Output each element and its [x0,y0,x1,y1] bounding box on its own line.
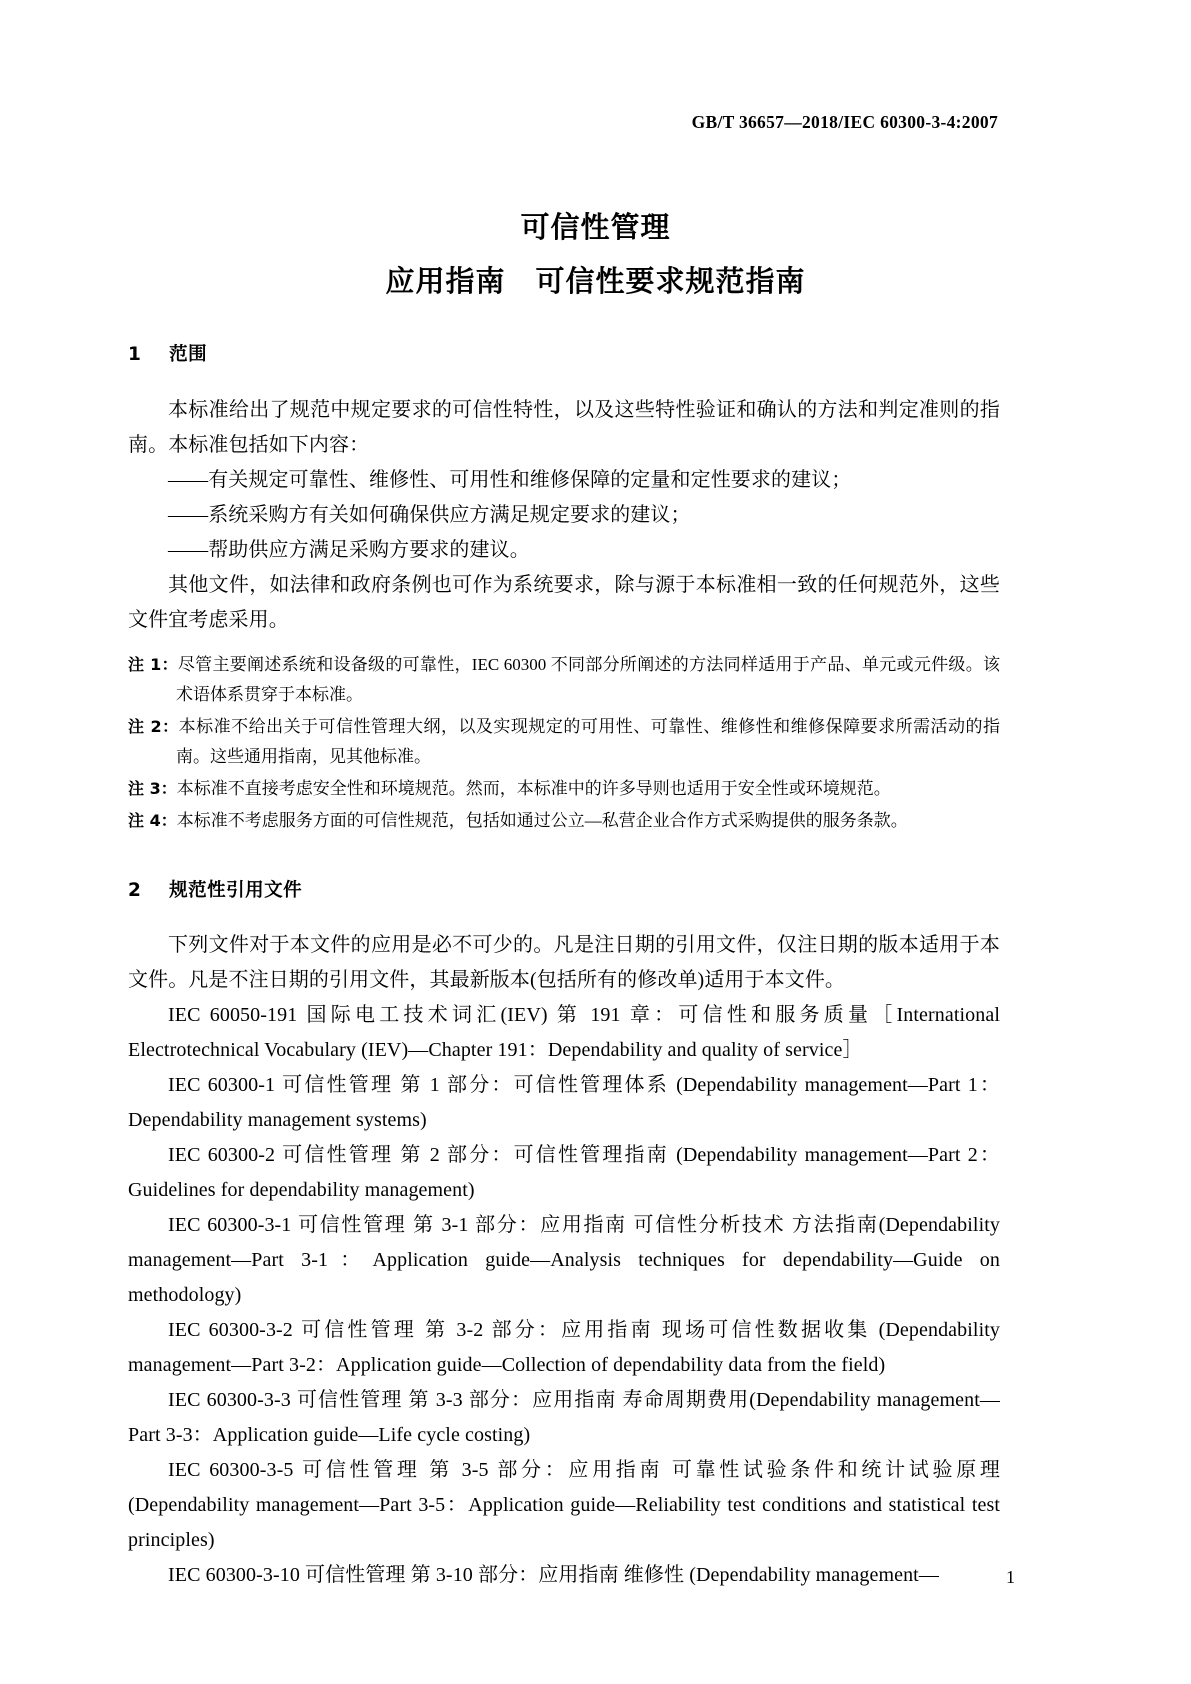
note-4 [128,806,1000,836]
running-header-standard-code: GB/T 36657—2018/IEC 60300-3-4:2007 [691,112,998,132]
clause-2-heading: 2 规范性引用文件 [128,880,303,901]
note-3-label: 注 3： [128,779,177,798]
clause-1-paragraph-2: 其他文件，如法律和政府条例也可作为系统要求，除与源于本标准相一致的任何规范外，这些文件宜考虑采用。 [128,574,1000,631]
normative-reference-item: IEC 60300-3-2 可信性管理 第 3-2 部分：应用指南 现场可信性数据收集 (Dependability management—Part 3-2：Application guide—Collection of dependability data from the field) [128,1319,1000,1376]
clause-1-dash-item-2: ——系统采购方有关如何确保供应方满足规定要求的建议； [168,504,691,526]
note-1-text: 尽管主要阐述系统和设备级的可靠性，IEC 60300 不同部分所阐述的方法同样适用于产品、单元或元件级。该术语体系贯穿于本标准。 [176,655,1000,704]
note-1 [128,650,1000,710]
document-title-line-2: 应用指南 可信性要求规范指南 [385,264,806,298]
normative-reference-item: IEC 60300-3-3 可信性管理 第 3-3 部分：应用指南 寿命周期费用(Dependability management—Part 3-3：Application guide—Life cycle costing) [128,1389,1000,1446]
note-2-label: 注 2： [128,717,179,736]
clause-1-notes [128,650,1000,836]
note-4-label: 注 4： [128,811,177,830]
clause-1-dash-item-3: ——帮助供应方满足采购方要求的建议。 [168,539,530,561]
clause-2-intro-paragraph: 下列文件对于本文件的应用是必不可少的。凡是注日期的引用文件，仅注日期的版本适用于本文件。凡是不注日期的引用文件，其最新版本(包括所有的修改单)适用于本文件。 [128,934,1000,991]
normative-reference-item: IEC 60300-3-10 可信性管理 第 3-10 部分：应用指南 维修性 (Dependability management— [168,1564,939,1586]
clause-1-paragraph-1: 本标准给出了规范中规定要求的可信性特性，以及这些特性验证和确认的方法和判定准则的指南。本标准包括如下内容： [128,399,1000,456]
note-4-text: 本标准不考虑服务方面的可信性规范，包括如通过公立—私营企业合作方式采购提供的服务条款。 [176,811,908,830]
page-number: 1 [1006,1567,1015,1587]
note-2-text: 本标准不给出关于可信性管理大纲，以及实现规定的可用性、可靠性、维修性和维修保障要求所需活动的指南。这些通用指南，见其他标准。 [176,717,1000,766]
normative-reference-item: IEC 60300-1 可信性管理 第 1 部分：可信性管理体系 (Dependability management—Part 1：Dependability management systems) [128,1074,1000,1131]
document-content [128,340,1000,1593]
document-title [0,205,1191,303]
normative-references-list [128,998,1000,1593]
note-2 [128,712,1000,772]
clause-1-dash-item-1: ——有关规定可靠性、维修性、可用性和维修保障的定量和定性要求的建议； [168,469,852,491]
normative-reference-item: IEC 60050-191 国际电工技术词汇(IEV) 第 191 章：可信性和服务质量［International Electrotechnical Vocabulary (IEV)—Chapter 191：Dependability and quality of service］ [128,1004,1000,1061]
clause-1-heading: 1 范围 [128,344,208,365]
normative-reference-item: IEC 60300-2 可信性管理 第 2 部分：可信性管理指南 (Dependability management—Part 2：Guidelines for dependability management) [128,1144,1000,1201]
note-1-label: 注 1： [128,655,178,674]
normative-reference-item: IEC 60300-3-1 可信性管理 第 3-1 部分：应用指南 可信性分析技术 方法指南(Dependability management—Part 3-1：Application guide—Analysis techniques for dependability—Guide on methodology) [128,1214,1000,1306]
normative-reference-item: IEC 60300-3-5 可信性管理 第 3-5 部分：应用指南 可靠性试验条件和统计试验原理(Dependability management—Part 3-5：Application guide—Reliability test conditions and statistical test principles) [128,1459,1000,1551]
note-3-text: 本标准不直接考虑安全性和环境规范。然而，本标准中的许多导则也适用于安全性或环境规范。 [176,779,891,798]
note-3 [128,774,1000,804]
document-title-line-1: 可信性管理 [520,210,671,244]
